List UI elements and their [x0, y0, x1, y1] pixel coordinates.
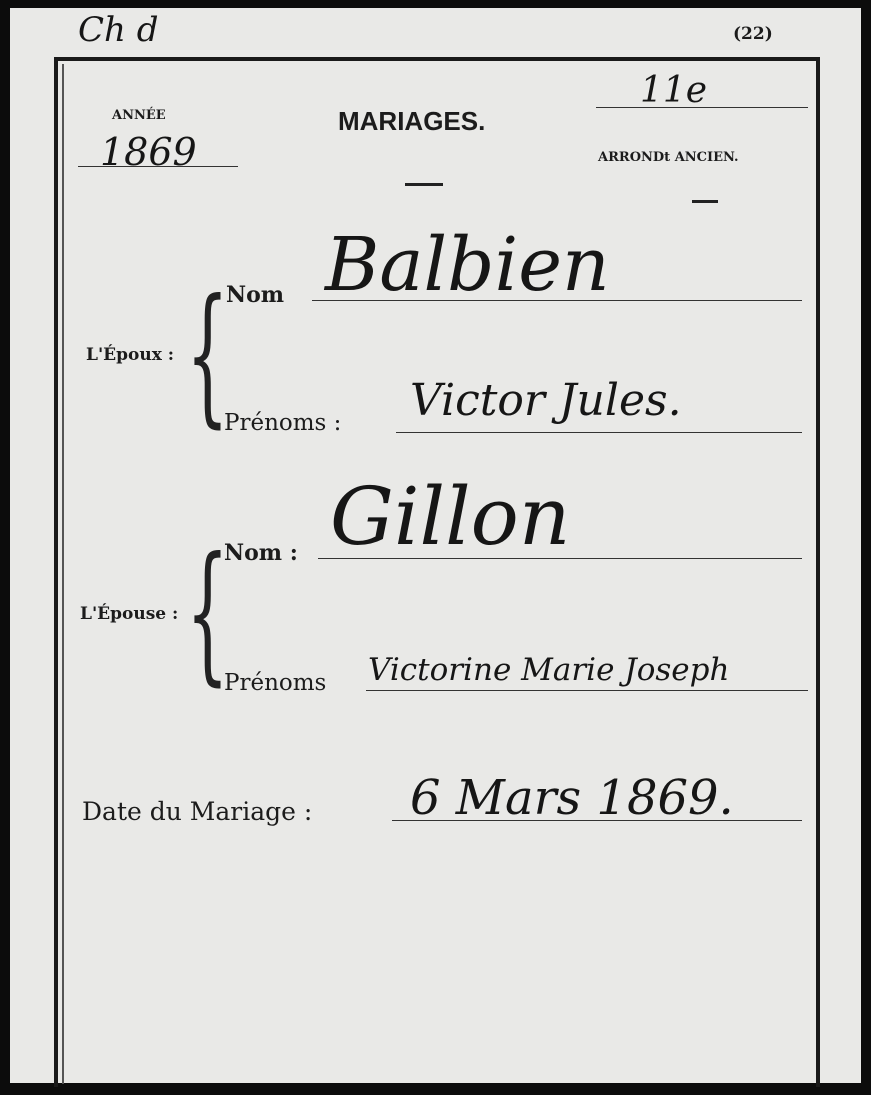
arrond-rule: [596, 107, 808, 108]
date-value: 6 Mars 1869.: [410, 770, 734, 826]
arrond-value: 11e: [640, 70, 708, 111]
date-rule: [392, 820, 802, 821]
epouse-prenoms-value: Victorine Marie Joseph: [368, 652, 730, 688]
epoux-prenoms-value: Victor Jules.: [410, 375, 682, 426]
epoux-prenoms-rule: [396, 432, 802, 433]
epouse-nom-value: Gillon: [330, 470, 571, 563]
epouse-nom-label: Nom :: [224, 540, 298, 566]
epoux-nom-rule: [312, 300, 802, 301]
epoux-label: L'Époux :: [86, 345, 175, 365]
annee-value: 1869: [100, 130, 197, 174]
dash-mark: [405, 183, 443, 186]
arrond-label: ARRONDt ANCIEN.: [598, 150, 739, 165]
epoux-prenoms-label: Prénoms :: [224, 410, 342, 436]
annee-label: ANNÉE: [112, 108, 166, 123]
corner-mark: Ch d: [78, 10, 159, 50]
epoux-nom-label: Nom: [226, 282, 285, 308]
page-title: MARIAGES.: [338, 106, 486, 136]
epouse-prenoms-rule: [366, 690, 808, 691]
card-border: [54, 57, 820, 1087]
date-label: Date du Mariage :: [82, 797, 313, 826]
epouse-label: L'Épouse :: [80, 604, 179, 624]
epoux-brace: {: [186, 268, 229, 442]
card-inner-line: [62, 64, 64, 1084]
page-number: (22): [733, 24, 773, 44]
epoux-nom-value: Balbien: [325, 222, 610, 308]
dash-mark: [692, 200, 718, 203]
epouse-prenoms-label: Prénoms: [224, 670, 327, 696]
epouse-brace: {: [186, 526, 229, 700]
annee-rule: [78, 166, 238, 167]
epouse-nom-rule: [318, 558, 802, 559]
